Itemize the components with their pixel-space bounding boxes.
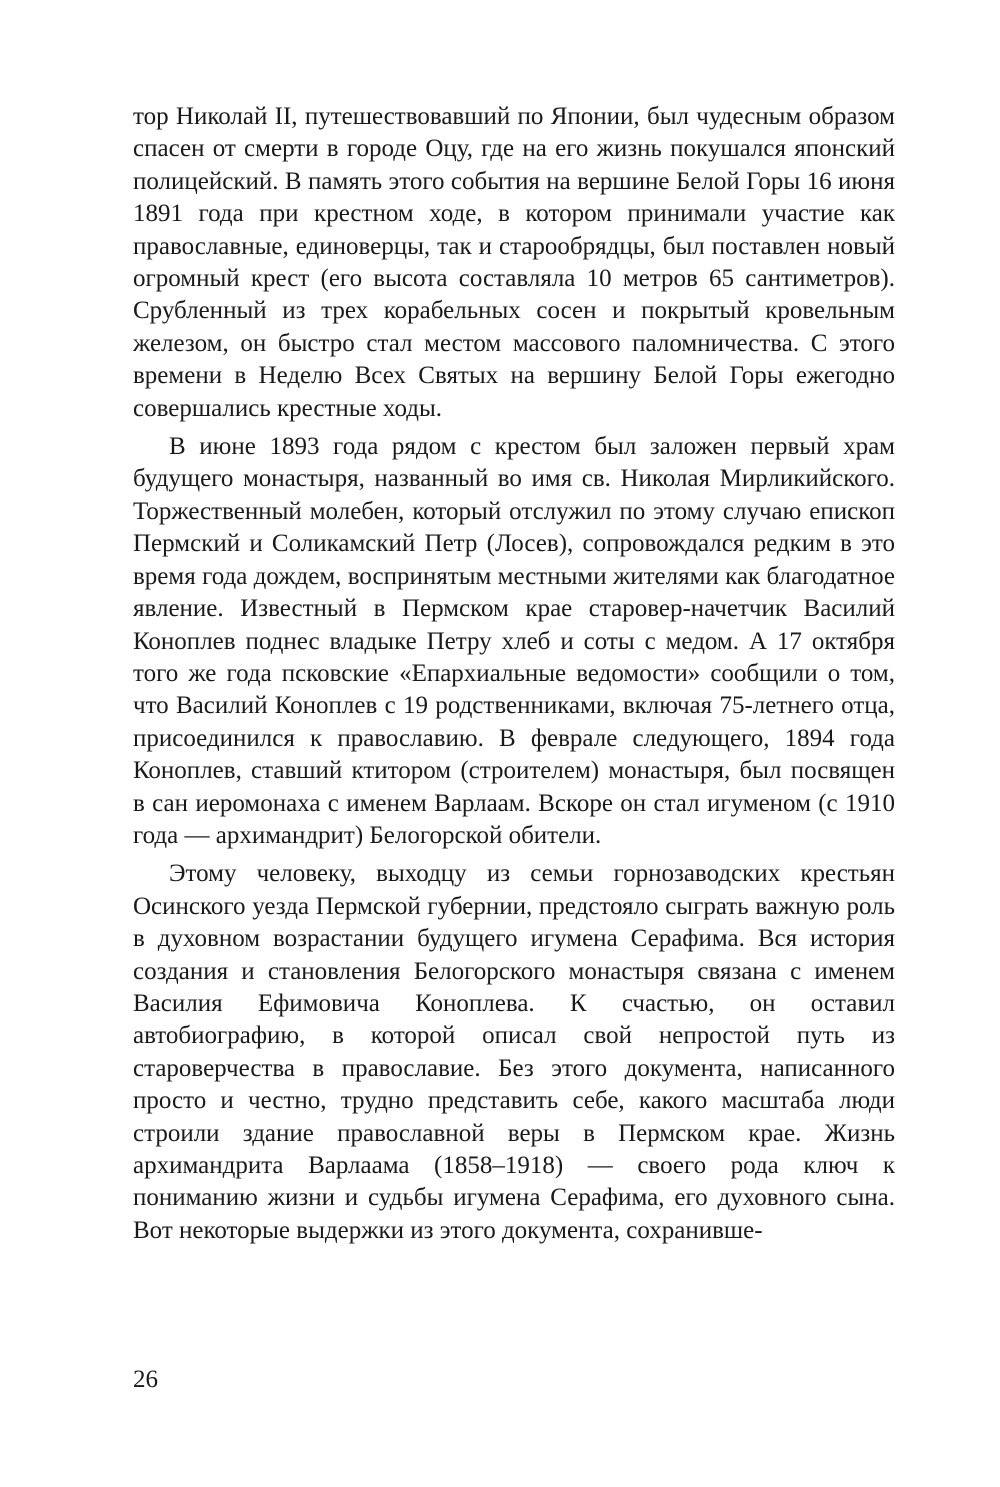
page-number: 26 [133, 1366, 158, 1393]
paragraph-continuation: тор Николай II, путешествовавший по Японии, был чудесным образом спасен от смерти в городе Оцу, где на его жизнь покушался японский полицейский. В память этого события на вершине Белой Горы 16 июня 1891 года при крестном ходе, в котором принимали участие как православные, единоверцы, так и старообрядцы, был поставлен новый огромный крест (его высота составляла 10 метров 65 сантиметров). Срубленный из трех корабельных сосен и покрытый кровельным железом, он быстро стал местом массового паломничества. С этого времени в Неделю Всех Святых на вершину Белой Горы ежегодно совершались крестные ходы. [133, 103, 895, 422]
paragraph-first-temple: В июне 1893 года рядом с крестом был заложен первый храм будущего монастыря, названный во имя св. Николая Мирликийского. Торжественный молебен, который отслужил по этому случаю епископ Пермский и Соликамский Петр (Лосев), сопровождался редким в это время года дождем, воспринятым местными жителями как благодатное явление. Известный в Пермском крае старовер-начетчик Василий Коноплев поднес владыке Петру хлеб и соты с медом. А 17 октября того же года псковские «Епархиальные ведомости» сообщили о том, что Василий Коноплев с 19 родственниками, включая 75-летнего отца, присоединился к православию. В феврале следующего, 1894 года Коноплев, ставший ктитором (строителем) монастыря, был посвящен в сан иеромонаха с именем Варлаам. Вскоре он стал игуменом (с 1910 года — архимандрит) Белогорской обители. [133, 433, 895, 849]
body-text [133, 101, 895, 1253]
paragraph-varlaam-biography: Этому человеку, выходцу из семьи горнозаводских крестьян Осинского уезда Пермской губернии, предстояло сыграть важную роль в духовном возрастании будущего игумена Серафима. Вся история создания и становления Белогорского монастыря связана с именем Василия Ефимовича Коноплева. К счастью, он оставил автобиографию, в которой описал свой непростой путь из староверчества в православие. Без этого документа, написанного просто и честно, трудно представить себе, какого масштаба люди строили здание православной веры в Пермском крае. Жизнь архимандрита Варлаама (1858–1918) — своего рода ключ к пониманию жизни и судьбы игумена Серафима, его духовного сына. Вот некоторые выдержки из этого документа, сохранивше- [133, 860, 895, 1244]
